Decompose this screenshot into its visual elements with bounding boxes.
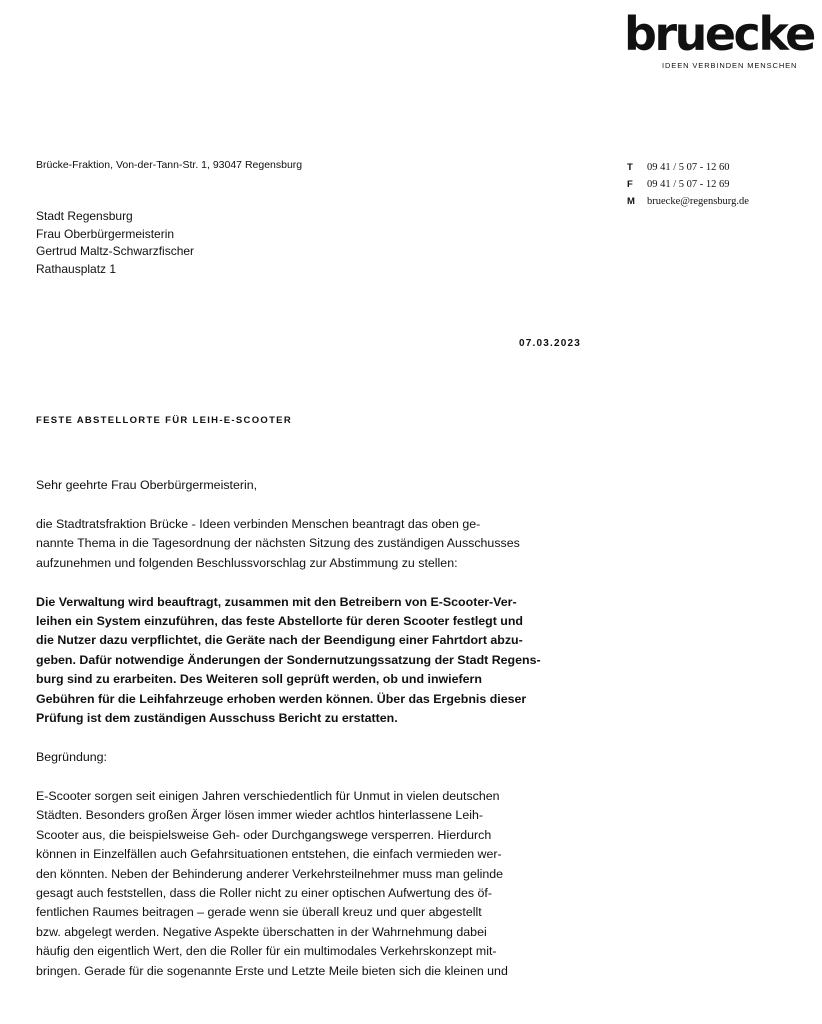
logo-wordmark: bruecke — [624, 7, 814, 61]
reason-heading: Begründung: — [36, 749, 107, 764]
contact-fax — [627, 176, 749, 193]
text-line: bringen. Gerade für die sogenannte Erste und Letzte Meile bieten sich die kleinen und — [36, 963, 508, 978]
text-line: Scooter aus, die beispielsweise Geh- oder Durchgangswege versperren. Hierdurch — [36, 827, 492, 842]
salutation: Sehr geehrte Frau Oberbürgermeisterin, — [36, 478, 258, 492]
recipient-address — [36, 208, 194, 278]
proposal-paragraph — [36, 593, 596, 729]
letter-date: 07.03.2023 — [519, 338, 582, 349]
sender-address-line: Brücke-Fraktion, Von-der-Tann-Str. 1, 93047 Regensburg — [36, 159, 303, 171]
text-line: die Stadtratsfraktion Brücke - Ideen verbinden Menschen beantragt das oben ge- — [36, 516, 481, 531]
recipient-line: Gertrud Maltz-Schwarzfischer — [36, 244, 195, 258]
text-line: Städten. Besonders großen Ärger lösen immer wieder achtlos hinterlassene Leih- — [36, 808, 483, 823]
text-line: gesagt auch feststellen, dass die Roller nicht zu einer optischen Aufwertung des öf- — [36, 885, 492, 900]
text-line: bzw. abgelegt werden. Negative Aspekte überschatten in der Wahrnehmung dabei — [36, 924, 487, 939]
bruecke-logo — [624, 8, 812, 72]
text-line: Gebühren für die Leihfahrzeuge erhoben werden können. Über das Ergebnis dieser — [36, 691, 527, 706]
recipient-line: Stadt Regensburg — [36, 209, 133, 223]
contact-mail — [627, 193, 749, 210]
text-line: Die Verwaltung wird beauftragt, zusammen mit den Betreibern von E-Scooter-Ver- — [36, 594, 517, 609]
contact-fax-key: F — [627, 179, 633, 190]
contact-phone — [627, 159, 749, 176]
letter-subject: FESTE ABSTELLORTE FÜR LEIH-E-SCOOTER — [36, 415, 292, 426]
text-line: häufig den eigentlich Wert, den die Roller für ein multimodales Verkehrskonzept mit- — [36, 944, 497, 959]
text-line: nannte Thema in die Tagesordnung der nächsten Sitzung des zuständigen Ausschusses — [36, 536, 520, 551]
text-line: können in Einzelfällen auch Gefahrsituationen entstehen, die einfach vermieden wer- — [36, 847, 502, 862]
contact-block — [627, 159, 749, 210]
text-line: Prüfung ist dem zuständigen Ausschuss Bericht zu erstatten. — [36, 711, 398, 726]
text-line: burg sind zu erarbeiten. Des Weiteren soll geprüft werden, ob und inwiefern — [36, 672, 482, 687]
text-line: aufzunehmen und folgenden Beschlussvorschlag zur Abstimmung zu stellen: — [36, 555, 458, 570]
contact-mail-value: bruecke@regensburg.de — [647, 196, 749, 207]
recipient-line: Rathausplatz 1 — [36, 261, 117, 276]
logo-tagline: IDEEN VERBINDEN MENSCHEN — [662, 61, 798, 70]
reason-paragraph — [36, 787, 596, 981]
text-line: leihen ein System einzuführen, das feste Abstellorte für deren Scooter festlegt und — [36, 614, 524, 629]
contact-mail-key: M — [627, 196, 635, 207]
contact-phone-value: 09 41 / 5 07 - 12 60 — [647, 162, 730, 173]
text-line: E-Scooter sorgen seit einigen Jahren verschiedentlich für Unmut in vielen deutschen — [36, 788, 500, 803]
contact-fax-value: 09 41 / 5 07 - 12 69 — [647, 179, 730, 190]
text-line: die Nutzer dazu verpflichtet, die Geräte nach der Beendigung einer Fahrtdort abzu- — [36, 633, 523, 648]
text-line: den könnten. Neben der Behinderung anderer Verkehrsteilnehmer muss man gelinde — [36, 866, 504, 881]
contact-phone-key: T — [627, 162, 633, 173]
text-line: fentlichen Raumes beitragen – gerade wenn sie überall kreuz und quer abgestellt — [36, 905, 482, 920]
recipient-line: Frau Oberbürgermeisterin — [36, 226, 175, 241]
text-line: geben. Dafür notwendige Änderungen der Sondernutzungssatzung der Stadt Regens- — [36, 652, 541, 667]
letter-body — [36, 476, 596, 981]
intro-paragraph — [36, 515, 596, 573]
